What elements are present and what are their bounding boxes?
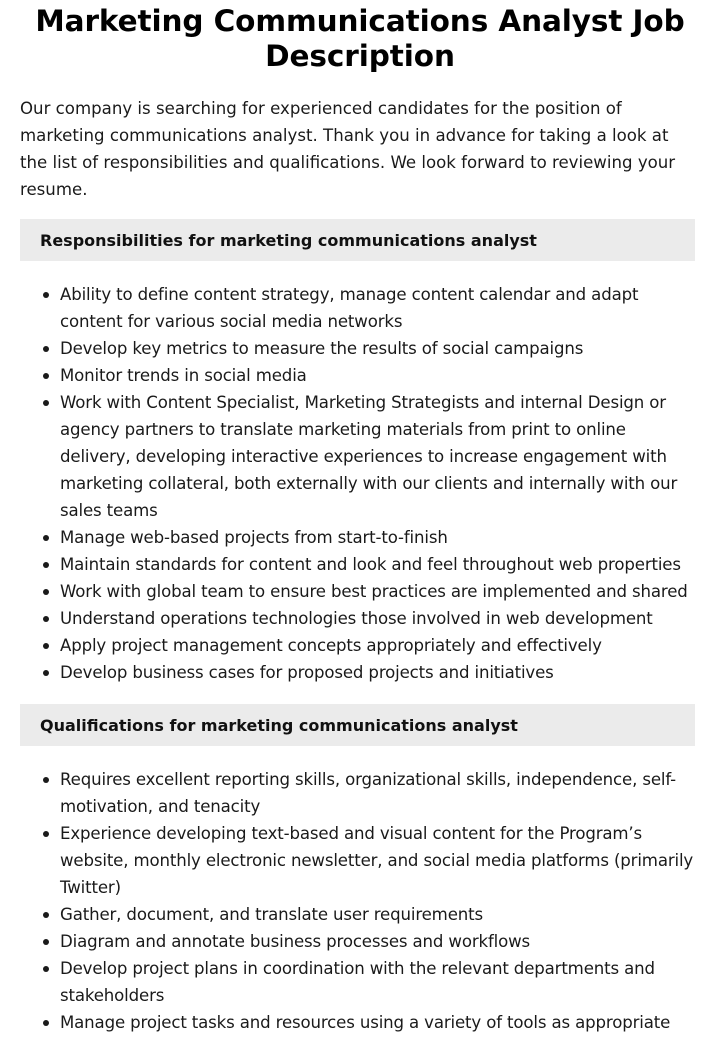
list-item-text: Monitor trends in social media bbox=[60, 366, 307, 385]
list-item-text: Understand operations technologies those involved in web development bbox=[60, 609, 653, 628]
list-item-text: Experience developing text-based and visual content for the Program’s website, monthly electronic newsletter, and social media platforms (primarily Twitter) bbox=[60, 824, 694, 897]
list-item bbox=[60, 901, 700, 928]
list-item bbox=[60, 659, 700, 686]
list-item bbox=[60, 820, 700, 901]
list-item-text: Develop project plans in coordination with the relevant departments and stakeholders bbox=[60, 959, 655, 1005]
list-item bbox=[60, 578, 700, 605]
list-item-text: Maintain standards for content and look and feel throughout web properties bbox=[60, 555, 681, 574]
bullet-icon bbox=[43, 831, 49, 837]
bullet-icon bbox=[43, 912, 49, 918]
list-item bbox=[60, 766, 700, 820]
bullet-icon bbox=[43, 616, 49, 622]
bullet-icon bbox=[43, 670, 49, 676]
list-item-text: Diagram and annotate business processes and workflows bbox=[60, 932, 531, 951]
list-item bbox=[60, 389, 700, 524]
list-item bbox=[60, 362, 700, 389]
list-item-text: Requires excellent reporting skills, organizational skills, independence, self-motivation, and tenacity bbox=[60, 770, 676, 816]
bullet-icon bbox=[43, 777, 49, 783]
intro-paragraph: Our company is searching for experienced candidates for the position of marketing communications analyst. Thank you in advance for taking a look at the list of responsibilities and qualifications. We look forward to reviewing your resume. bbox=[20, 99, 676, 199]
qualifications-heading: Qualifications for marketing communications analyst bbox=[20, 704, 695, 746]
list-item bbox=[60, 928, 700, 955]
list-item bbox=[60, 335, 700, 362]
bullet-icon bbox=[43, 292, 49, 298]
list-item-text: Apply project management concepts appropriately and effectively bbox=[60, 636, 602, 655]
page-title: Marketing Communications Analyst Job Description bbox=[35, 4, 685, 73]
list-item-text: Ability to define content strategy, manage content calendar and adapt content for various social media networks bbox=[60, 285, 639, 331]
list-item bbox=[60, 551, 700, 578]
bullet-icon bbox=[43, 589, 49, 595]
bullet-icon bbox=[43, 562, 49, 568]
bullet-icon bbox=[43, 1020, 49, 1026]
bullet-icon bbox=[43, 643, 49, 649]
list-item-text: Develop key metrics to measure the results of social campaigns bbox=[60, 339, 584, 358]
list-item bbox=[60, 1009, 700, 1036]
bullet-icon bbox=[43, 535, 49, 541]
bullet-icon bbox=[43, 373, 49, 379]
list-item-text: Work with Content Specialist, Marketing Strategists and internal Design or agency partners to translate marketing materials from print to online delivery, developing interactive experiences to increase engagement with marketing collateral, both externally with our clients and internally with our sales teams bbox=[60, 393, 678, 520]
bullet-icon bbox=[43, 939, 49, 945]
responsibilities-list bbox=[20, 281, 700, 686]
list-item-text: Gather, document, and translate user requirements bbox=[60, 905, 483, 924]
list-item bbox=[60, 281, 700, 335]
list-item-text: Manage project tasks and resources using a variety of tools as appropriate bbox=[60, 1013, 671, 1032]
bullet-icon bbox=[43, 966, 49, 972]
list-item bbox=[60, 605, 700, 632]
list-item-text: Manage web-based projects from start-to-finish bbox=[60, 528, 448, 547]
qualifications-list bbox=[20, 766, 700, 1036]
responsibilities-heading: Responsibilities for marketing communications analyst bbox=[20, 219, 695, 261]
bullet-icon bbox=[43, 400, 49, 406]
list-item-text: Develop business cases for proposed projects and initiatives bbox=[60, 663, 554, 682]
list-item-text: Work with global team to ensure best practices are implemented and shared bbox=[60, 582, 688, 601]
list-item bbox=[60, 632, 700, 659]
list-item bbox=[60, 524, 700, 551]
bullet-icon bbox=[43, 346, 49, 352]
list-item bbox=[60, 955, 700, 1009]
